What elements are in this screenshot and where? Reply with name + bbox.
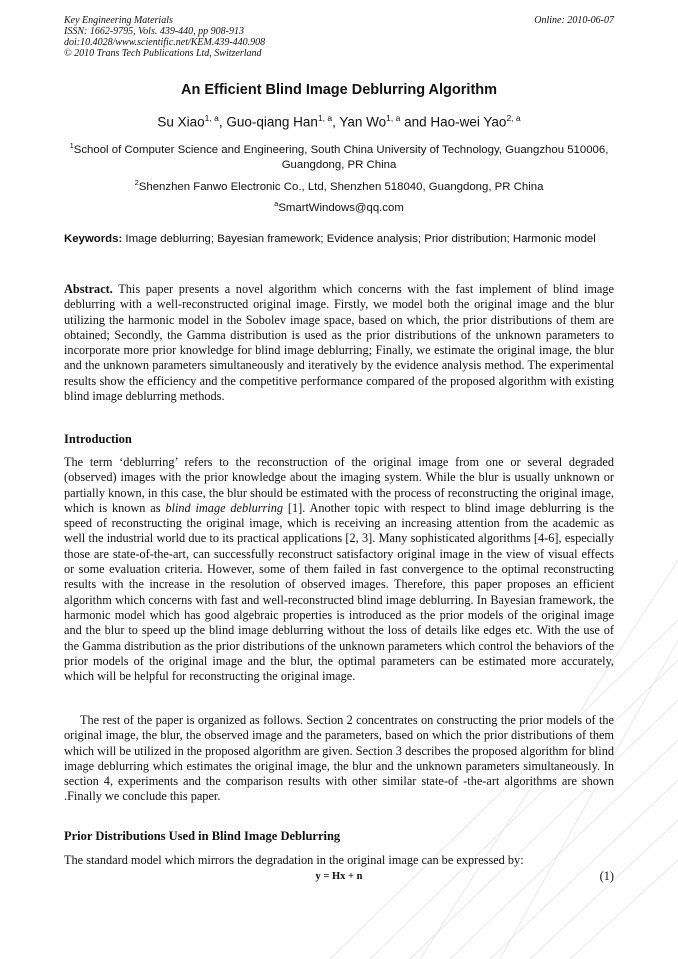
section-heading-prior-distributions: Prior Distributions Used in Blind Image Deblurring <box>64 829 341 843</box>
abstract-block <box>64 282 614 404</box>
copyright-line: © 2010 Trans Tech Publications Ltd, Switzerland <box>64 48 262 59</box>
introduction-paragraph-1 <box>64 455 614 684</box>
author-name: Yan Wo <box>339 114 387 130</box>
author-separator: and <box>400 114 431 130</box>
issn-line: ISSN: 1662-9795, Vols. 439-440, pp 908-913 <box>64 26 244 37</box>
prior-paragraph: The standard model which mirrors the degradation in the original image can be expressed by: <box>64 853 524 867</box>
keywords-text: Image deblurring; Bayesian framework; Evidence analysis; Prior distribution; Harmonic model <box>122 233 596 245</box>
affiliation-text: School of Computer Science and Engineering, South China University of Technology, Guangzhou 510006, Guangdong, PR China <box>73 143 609 171</box>
author-email <box>64 196 614 216</box>
equation-number: (1) <box>599 869 614 883</box>
abstract-text: This paper presents a novel algorithm which concerns with the fast implement of blind image deblurring with a well-reconstructed original image. Firstly, we model both the original image and the blur utilizing the harmonic model in the Sobolev image space, based on which, the prior distributions of them are obtained; Secondly, the Gamma distribution is used as the prior distributions of the unknown parameters to incorporate more prior knowledge for blind image deblurring; Finally, we estimate the original image, the blur and the unknown parameters simultaneously and iteratively by the evidence analysis method. The experimental results show the efficiency and the competitive performance compared of the proposed algorithm with existing blind image deblurring methods. <box>64 282 614 404</box>
affiliation-1 <box>64 138 614 173</box>
paragraph-text: [1]. Another topic with respect to blind image deblurring is the speed of reconstructing the original image, which is receiving an increasing attention from the academic as well the industrial world due to its practical applications [2, 3]. Many sophisticated algorithms [4-6], especially those are state-of-the-art, can successfully reconstruct satisfactory original image in the view of visual effects or some evaluation criteria. However, some of them failed in fast convergence to the optimal reconstructing results with the increase in the resolution of observed images. Therefore, this paper proposes an efficient algorithm which concerns with fast and well-reconstructed blind image deblurring. In Bayesian framework, the harmonic model which has good algebraic properties is introduced as the prior models of the original image and the blur to speed up the blind image deblurring without the loss of details like edges etc. With the use of the Gamma distribution as the prior distributions of the unknown parameters which control the behaviors of the prior models of the original image and the blur, the optimal parameters can be estimated more accurately, which will be helpful for reconstructing the original image. <box>64 500 614 684</box>
journal-name: Key Engineering Materials <box>64 15 173 26</box>
paragraph-text: The term ‘deblurring’ refers to the reconstruction of the original image from one or several degraded (observed) images with the prior knowledge about the imaging system. While the blur is usually unknown or partially known, in this case, the blur should be estimated with the process of reconstructing the original image, which is known as <box>64 455 614 515</box>
email-address: SmartWindows@qq.com <box>278 201 404 214</box>
keywords-block <box>64 232 614 247</box>
email-mark: a <box>274 199 279 208</box>
equation: y = Hx + n <box>315 871 363 882</box>
author-name: Su Xiao <box>157 114 205 130</box>
section-heading-introduction: Introduction <box>64 432 132 446</box>
journal-header <box>64 15 265 59</box>
author-separator: , <box>218 114 227 130</box>
author-name: Guo-qiang Han <box>226 114 318 130</box>
affiliation-2 <box>64 175 614 195</box>
affiliation-mark: 1 <box>69 141 74 150</box>
author-separator: , <box>332 114 340 130</box>
abstract-label: Abstract. <box>64 282 113 296</box>
author-affiliation-mark: 2, a <box>506 113 521 123</box>
author-affiliation-mark: 1, a <box>386 113 401 123</box>
doi-line: doi:10.4028/www.scientific.net/KEM.439-440.908 <box>64 37 266 48</box>
emphasized-term: blind image deblurring <box>165 500 284 515</box>
author-name: Hao-wei Yao <box>430 114 507 130</box>
author-list <box>0 113 678 130</box>
online-date: Online: 2010-06-07 <box>534 15 614 26</box>
introduction-paragraph-2: The rest of the paper is organized as follows. Section 2 concentrates on constructing the prior models of the original image, the blur, the observed image and the parameters, based on which the prior distributions of them which will be utilized in the proposed algorithm are given. Section 3 describes the proposed algorithm for blind image deblurring which estimates the original image, the blur and the unknown parameters simultaneously. In section 4, experiments and the comparison results with other similar state-of -the-art algorithms are shown .Finally we conclude this paper. <box>64 713 614 804</box>
author-affiliation-mark: 1, a <box>317 113 333 123</box>
paper-title: An Efficient Blind Image Deblurring Algorithm <box>180 82 498 98</box>
author-affiliation-mark: 1, a <box>204 113 219 123</box>
affiliation-mark: 2 <box>134 178 139 187</box>
keywords-label: Keywords: <box>64 233 123 245</box>
affiliation-text: Shenzhen Fanwo Electronic Co., Ltd, Shenzhen 518040, Guangdong, PR China <box>138 180 544 193</box>
